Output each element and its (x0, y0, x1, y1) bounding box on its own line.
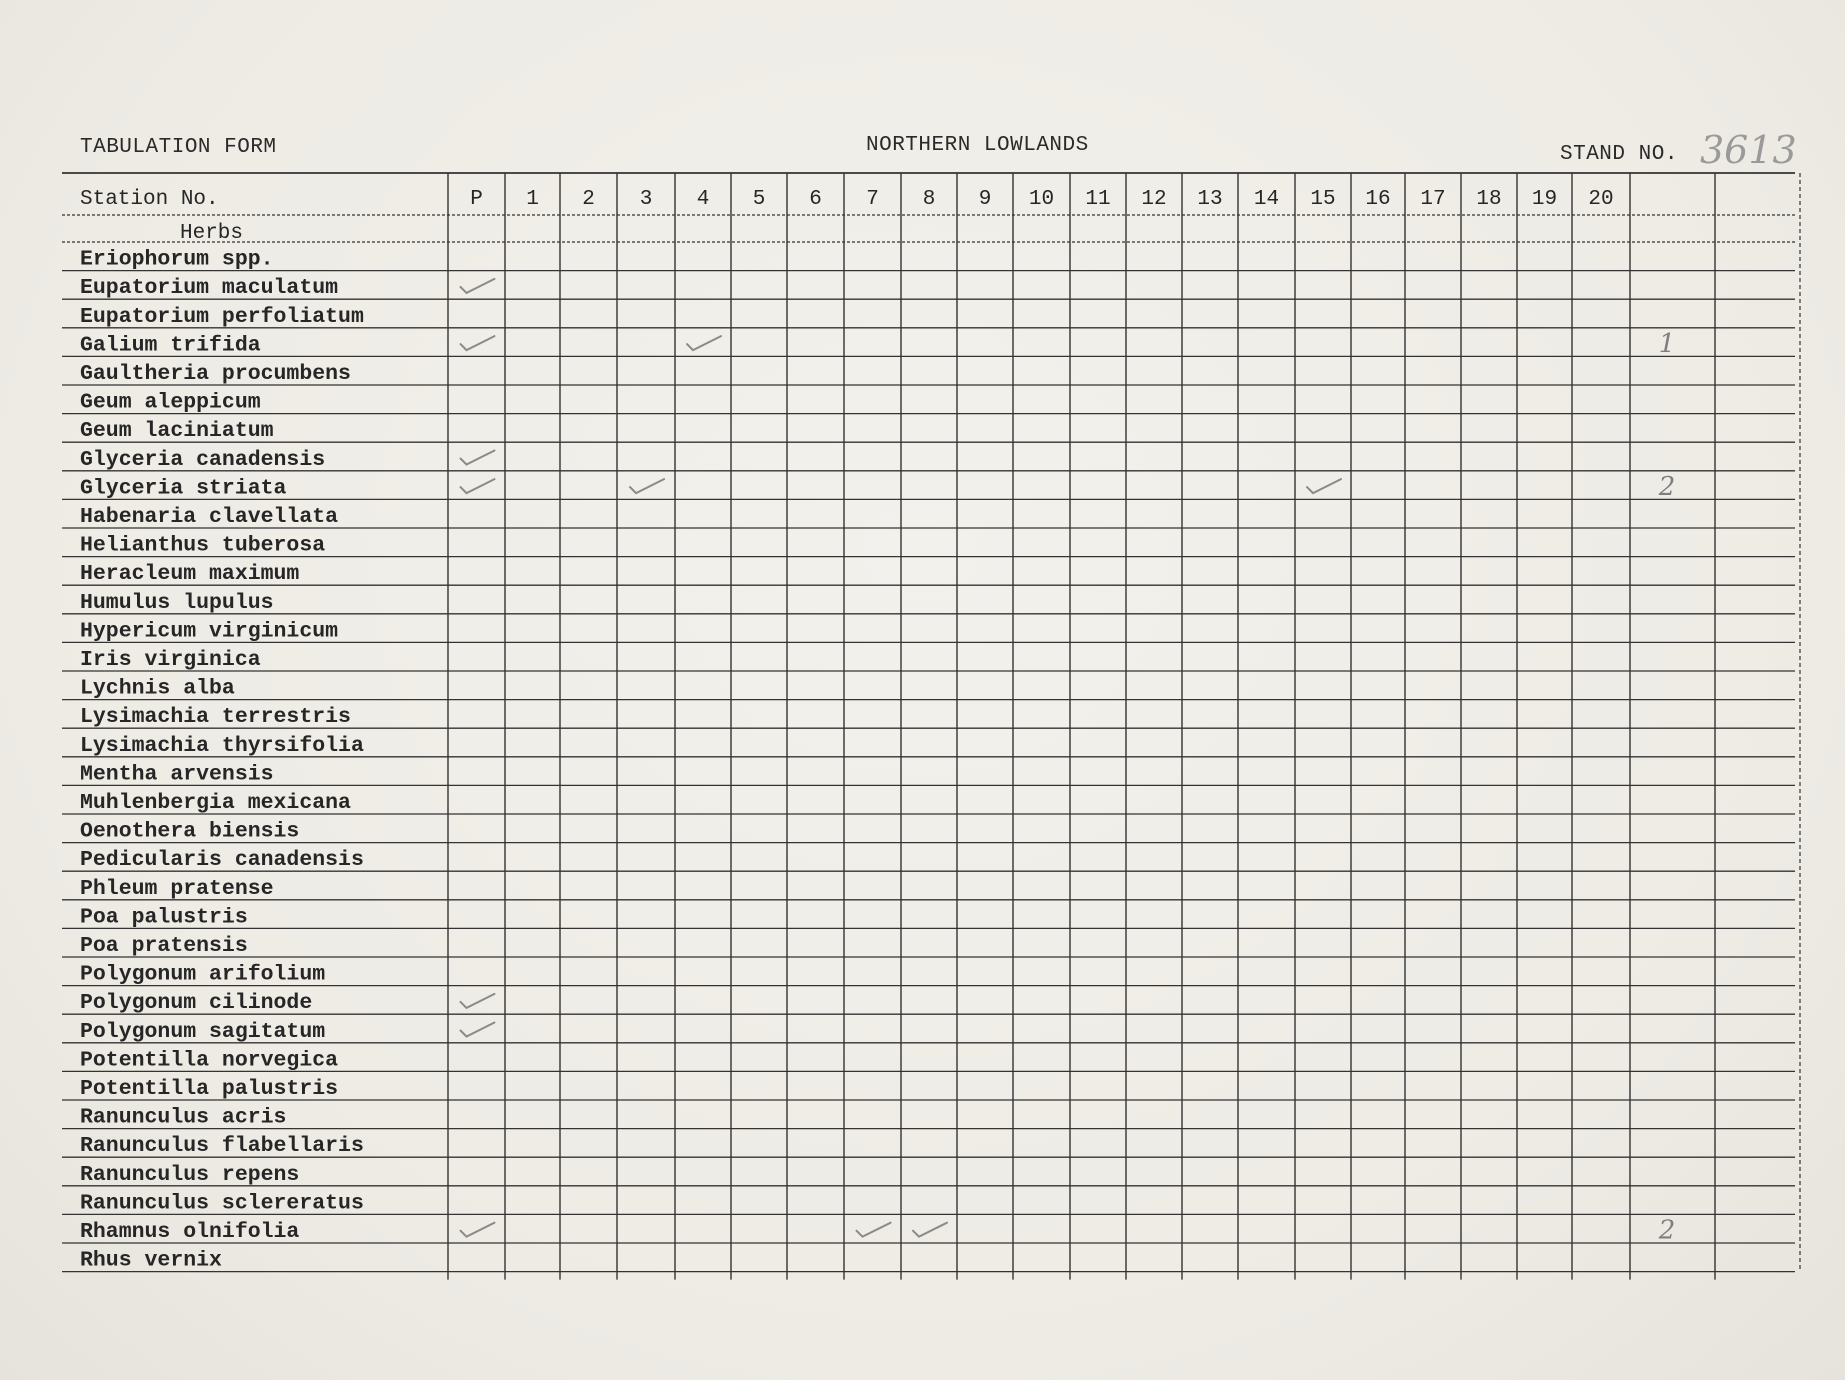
species-name: Polygonum cilinode (80, 991, 313, 1016)
row-total: 2 (1658, 1215, 1676, 1246)
species-name: Iris virginica (80, 648, 261, 672)
check-mark (461, 994, 495, 1008)
species-name: Ranunculus flabellaris (80, 1134, 364, 1159)
species-name: Heracleum maximum (80, 562, 300, 587)
section-label-herbs: Herbs (180, 222, 244, 245)
check-mark (461, 1223, 495, 1237)
column-header-5: 5 (752, 188, 766, 211)
species-name: Polygonum sagitatum (80, 1019, 326, 1044)
column-header-3: 3 (639, 188, 653, 211)
check-mark (857, 1223, 891, 1237)
species-name: Ranunculus acris (80, 1105, 287, 1130)
species-name: Eriophorum spp. (80, 247, 274, 272)
species-name: Geum aleppicum (80, 390, 261, 415)
species-name: Eupatorium maculatum (80, 276, 339, 301)
species-name: Galium trifida (80, 333, 261, 358)
column-header-11: 11 (1085, 188, 1111, 211)
species-name: Poa pratensis (80, 934, 248, 958)
species-name: Glyceria canadensis (80, 447, 326, 472)
column-header-10: 10 (1028, 188, 1055, 211)
column-header-19: 19 (1531, 188, 1558, 211)
species-name: Ranunculus repens (80, 1162, 300, 1187)
column-header-6: 6 (809, 188, 822, 211)
column-header-20: 20 (1588, 188, 1614, 211)
column-header-12: 12 (1141, 188, 1167, 211)
row-total: 2 (1658, 472, 1676, 503)
species-name: Gaultheria procumbens (80, 362, 351, 386)
species-name: Poa palustris (80, 905, 248, 930)
species-name: Humulus lupulus (80, 590, 274, 615)
check-mark (461, 479, 495, 493)
check-mark (461, 279, 495, 293)
species-name: Mentha arvensis (80, 762, 274, 787)
species-name: Lychnis alba (80, 676, 235, 701)
column-header-17: 17 (1420, 188, 1446, 211)
species-name: Polygonum arifolium (80, 962, 326, 987)
check-mark (630, 479, 664, 493)
column-header-18: 18 (1476, 188, 1502, 211)
row-total: 1 (1658, 329, 1676, 360)
check-mark (687, 336, 721, 350)
column-header-15: 15 (1310, 188, 1336, 211)
column-header-2: 2 (582, 188, 595, 211)
species-name: Lysimachia thyrsifolia (80, 733, 364, 758)
species-name: Geum laciniatum (80, 419, 274, 444)
column-header-16: 16 (1365, 188, 1391, 211)
species-name: Glyceria striata (80, 476, 287, 501)
check-mark (461, 336, 495, 350)
column-header-13: 13 (1197, 188, 1223, 211)
check-mark (913, 1223, 947, 1237)
stand-number: 3613 (1700, 128, 1797, 172)
species-name: Rhamnus olnifolia (80, 1220, 300, 1244)
species-name: Habenaria clavellata (80, 505, 339, 529)
check-mark (1307, 479, 1341, 493)
check-mark (461, 451, 495, 465)
species-name: Hypericum virginicum (80, 619, 339, 644)
species-name: Potentilla palustris (80, 1077, 339, 1101)
species-name: Rhus vernix (80, 1248, 222, 1273)
species-name: Helianthus tuberosa (80, 533, 326, 558)
form-title: TABULATION FORM (80, 136, 277, 159)
column-header-1: 1 (526, 188, 539, 211)
species-name: Oenothera biensis (80, 819, 300, 844)
check-mark (461, 1023, 495, 1037)
stand-label: STAND NO. (1560, 143, 1678, 166)
species-name: Pedicularis canadensis (80, 848, 364, 873)
column-header-9: 9 (978, 188, 992, 211)
column-header-4: 4 (696, 188, 710, 211)
column-header-8: 8 (922, 188, 936, 211)
column-header-14: 14 (1253, 188, 1280, 211)
species-name: Muhlenbergia mexicana (80, 791, 351, 815)
column-header-P: P (470, 188, 483, 211)
station-header-label: Station No. (80, 188, 219, 211)
column-header-7: 7 (866, 188, 879, 211)
species-name: Lysimachia terrestris (80, 705, 351, 730)
species-name: Eupatorium perfoliatum (80, 304, 364, 329)
region-title: NORTHERN LOWLANDS (866, 134, 1089, 157)
species-name: Ranunculus sclereratus (80, 1191, 364, 1216)
species-name: Potentilla norvegica (80, 1048, 339, 1073)
species-name: Phleum pratense (80, 876, 274, 901)
